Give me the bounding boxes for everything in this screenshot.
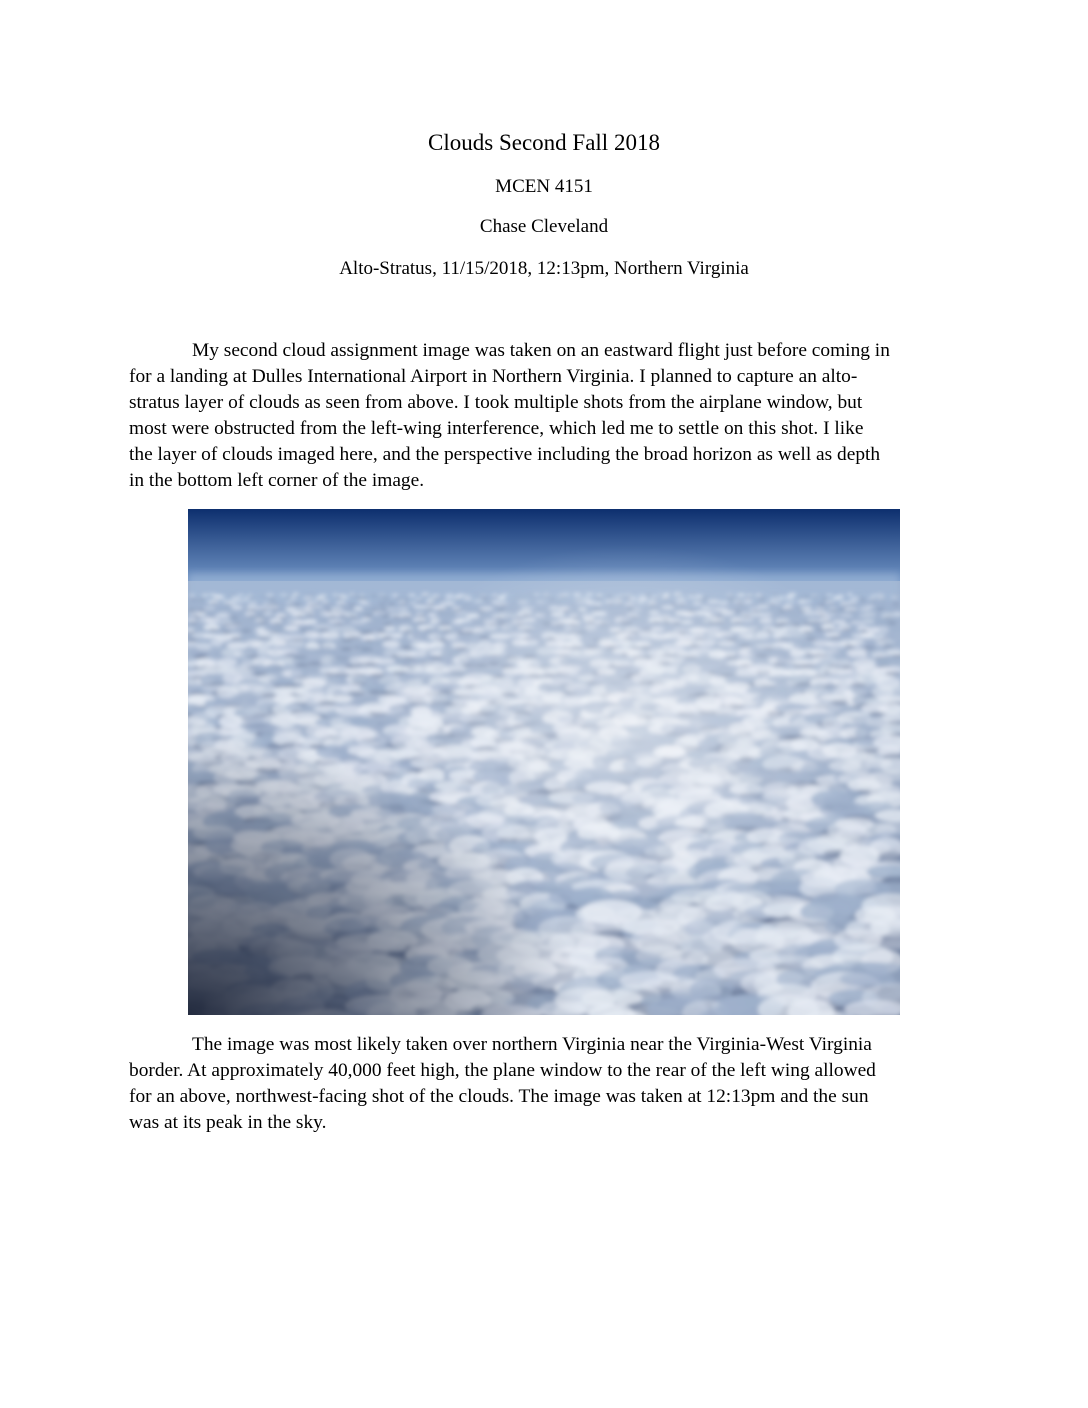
cloud-layer-photo	[188, 509, 900, 1015]
paragraph-line: The image was most likely taken over northern Virginia near the Virginia-West Virginia	[192, 1034, 872, 1055]
paragraph-line: the layer of clouds imaged here, and the perspective including the broad horizon as well as depth	[129, 444, 881, 465]
paragraph-line: border. At approximately 40,000 feet high, the plane window to the rear of the left wing allowed	[129, 1060, 876, 1081]
paragraph-line: was at its peak in the sky.	[129, 1112, 327, 1133]
cloud-photo-icon	[188, 509, 900, 1015]
paragraph-line: most were obstructed from the left-wing interference, which led me to settle on this shot. I like	[129, 418, 864, 439]
location-paragraph	[129, 1032, 961, 1136]
intro-paragraph	[129, 338, 961, 494]
paragraph-line: My second cloud assignment image was taken on an eastward flight just before coming in	[192, 340, 890, 361]
course-number: MCEN 4151	[495, 176, 593, 197]
cloud-info-line: Alto-Stratus, 11/15/2018, 12:13pm, Northern Virginia	[339, 258, 749, 279]
paragraph-line: in the bottom left corner of the image.	[129, 470, 425, 491]
document-title: Clouds Second Fall 2018	[428, 130, 660, 155]
paragraph-line: stratus layer of clouds as seen from above. I took multiple shots from the airplane window, but	[129, 392, 863, 413]
paragraph-line: for a landing at Dulles International Airport in Northern Virginia. I planned to capture an alto-	[129, 366, 858, 387]
author-name: Chase Cleveland	[479, 216, 609, 237]
paragraph-line: for an above, northwest-facing shot of the clouds. The image was taken at 12:13pm and the sun	[129, 1086, 869, 1107]
